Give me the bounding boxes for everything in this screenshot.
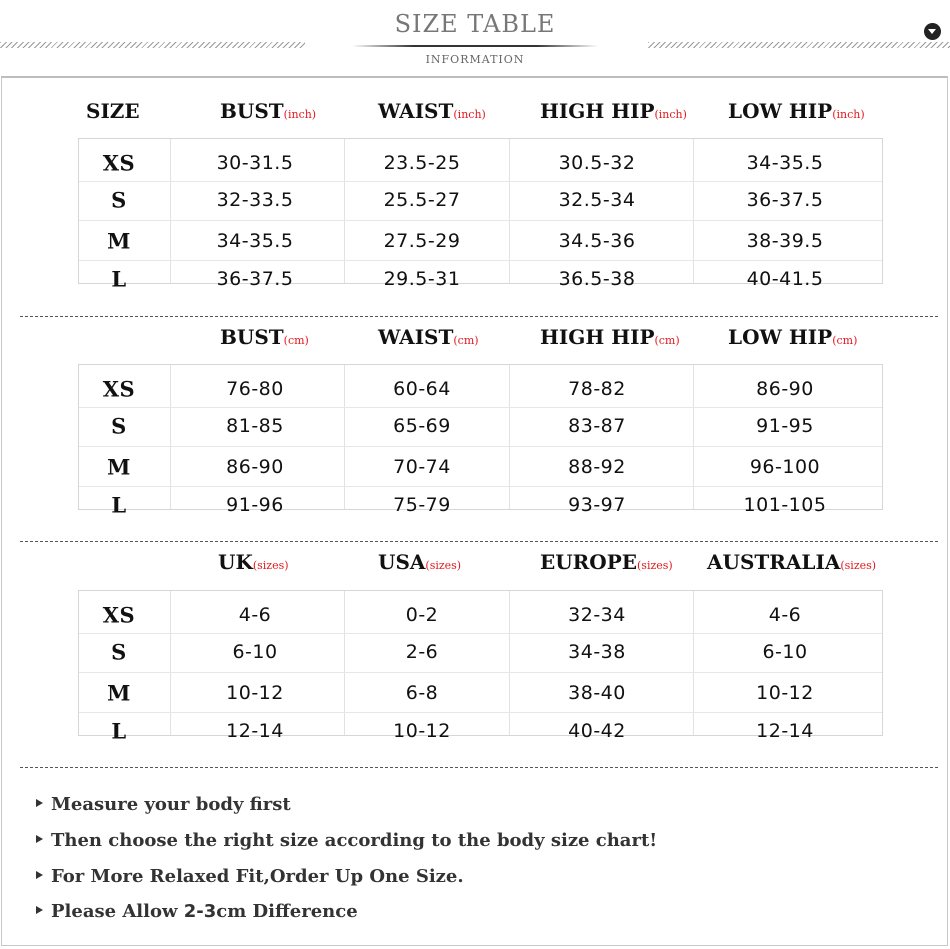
- header-high-hip: HIGH HIP(cm): [540, 325, 680, 349]
- table-cell: 91-95: [756, 415, 814, 437]
- table-cell: 25.5-27: [383, 189, 461, 211]
- intl-size-table: [78, 590, 883, 744]
- table-cell: 81-85: [226, 415, 284, 437]
- table-cell: 27.5-29: [383, 230, 461, 252]
- page-title: SIZE TABLE: [394, 10, 556, 38]
- header-low-hip: LOW HIP(inch): [728, 99, 865, 123]
- table-cell: 36-37.5: [216, 268, 294, 290]
- table-cell: 78-82: [568, 378, 626, 400]
- cm-size-table: [78, 364, 883, 518]
- table-cell: 93-97: [568, 494, 626, 516]
- header-australia: AUSTRALIA(sizes): [707, 550, 877, 574]
- column-divider: [344, 591, 345, 735]
- column-divider: [344, 139, 345, 283]
- row-divider: [79, 260, 882, 261]
- table-cell: 10-12: [393, 720, 451, 742]
- note-item: For More Relaxed Fit,Order Up One Size.: [36, 866, 464, 892]
- decorative-hatch-left: [0, 42, 305, 48]
- table-cell: 23.5-25: [383, 152, 461, 174]
- table-cell: 30-31.5: [216, 152, 294, 174]
- table-cell: 38-40: [568, 682, 626, 704]
- dashed-divider: [20, 316, 938, 317]
- table-cell: 10-12: [756, 682, 814, 704]
- table-cell: 36.5-38: [558, 268, 636, 290]
- row-divider: [79, 712, 882, 713]
- table-cell: 30.5-32: [558, 152, 636, 174]
- column-divider: [509, 365, 510, 509]
- column-divider: [693, 591, 694, 735]
- size-label: L: [111, 266, 127, 292]
- header-high-hip: HIGH HIP(inch): [540, 99, 687, 123]
- size-label: M: [107, 680, 131, 706]
- table-cell: 32-33.5: [216, 189, 294, 211]
- row-divider: [79, 407, 882, 408]
- table-cell: 32-34: [568, 604, 626, 626]
- triangle-bullet-icon: [36, 835, 43, 843]
- table-cell: 10-12: [226, 682, 284, 704]
- table-cell: 34-38: [568, 641, 626, 663]
- table-cell: 12-14: [226, 720, 284, 742]
- sizes-table-header-row: [0, 550, 950, 580]
- dashed-divider: [20, 541, 938, 542]
- table-cell: 96-100: [749, 456, 821, 478]
- triangle-bullet-icon: [36, 906, 43, 914]
- size-label: M: [107, 228, 131, 254]
- table-cell: 6-10: [762, 641, 808, 663]
- size-label: L: [111, 492, 127, 518]
- table-cell: 4-6: [768, 604, 802, 626]
- table-cell: 40-41.5: [746, 268, 824, 290]
- size-label: XS: [102, 150, 136, 176]
- size-label: S: [111, 639, 127, 665]
- table-cell: 36-37.5: [746, 189, 824, 211]
- table-cell: 86-90: [226, 456, 284, 478]
- table-cell: 34-35.5: [746, 152, 824, 174]
- header-uk: UK(sizes): [218, 550, 289, 574]
- table-cell: 88-92: [568, 456, 626, 478]
- table-cell: 32.5-34: [558, 189, 636, 211]
- table-cell: 76-80: [226, 378, 284, 400]
- column-divider: [344, 365, 345, 509]
- header-low-hip: LOW HIP(cm): [728, 325, 858, 349]
- table-cell: 29.5-31: [383, 268, 461, 290]
- header-bust: BUST(cm): [220, 325, 309, 349]
- cm-table-header-row: [0, 325, 950, 355]
- table-cell: 91-96: [226, 494, 284, 516]
- column-divider: [693, 139, 694, 283]
- row-divider: [79, 220, 882, 221]
- table-cell: 40-42: [568, 720, 626, 742]
- inch-size-table: [78, 138, 883, 292]
- table-cell: 2-6: [405, 641, 439, 663]
- chevron-down-circle-icon[interactable]: [924, 23, 941, 40]
- row-divider: [79, 486, 882, 487]
- note-item: Please Allow 2-3cm Difference: [36, 901, 358, 927]
- header-bust: BUST(inch): [220, 99, 317, 123]
- table-cell: 75-79: [393, 494, 451, 516]
- triangle-bullet-icon: [36, 871, 43, 879]
- table-cell: 34-35.5: [216, 230, 294, 252]
- title-underline: [352, 45, 598, 47]
- page-subtitle: INFORMATION: [425, 53, 525, 66]
- table-cell: 83-87: [568, 415, 626, 437]
- row-divider: [79, 672, 882, 673]
- size-label: S: [111, 187, 127, 213]
- table-cell: 70-74: [393, 456, 451, 478]
- row-divider: [79, 633, 882, 634]
- size-label: XS: [102, 602, 136, 628]
- size-label: S: [111, 413, 127, 439]
- row-divider: [79, 446, 882, 447]
- header-size: SIZE: [86, 99, 140, 123]
- table-cell: 38-39.5: [746, 230, 824, 252]
- table-cell: 34.5-36: [558, 230, 636, 252]
- column-divider: [509, 139, 510, 283]
- table-cell: 60-64: [393, 378, 451, 400]
- table-cell: 101-105: [743, 494, 827, 516]
- inch-table-header-row: [0, 99, 950, 129]
- column-divider: [170, 591, 171, 735]
- header-waist: WAIST(cm): [378, 325, 479, 349]
- note-item: Measure your body first: [36, 794, 291, 820]
- table-cell: 65-69: [393, 415, 451, 437]
- size-label: M: [107, 454, 131, 480]
- decorative-hatch-right: [648, 42, 950, 48]
- size-label: L: [111, 718, 127, 744]
- column-divider: [170, 365, 171, 509]
- column-divider: [170, 139, 171, 283]
- triangle-bullet-icon: [36, 799, 43, 807]
- table-cell: 6-8: [405, 682, 439, 704]
- table-cell: 4-6: [238, 604, 272, 626]
- table-cell: 86-90: [756, 378, 814, 400]
- header-europe: EUROPE(sizes): [540, 550, 673, 574]
- size-table-header: [0, 0, 950, 76]
- table-cell: 6-10: [232, 641, 278, 663]
- header-usa: USA(sizes): [378, 550, 462, 574]
- size-label: XS: [102, 376, 136, 402]
- column-divider: [509, 591, 510, 735]
- column-divider: [693, 365, 694, 509]
- table-cell: 12-14: [756, 720, 814, 742]
- row-divider: [79, 181, 882, 182]
- dashed-divider: [20, 767, 938, 768]
- table-cell: 0-2: [405, 604, 439, 626]
- header-waist: WAIST(inch): [378, 99, 486, 123]
- note-item: Then choose the right size according to the body size chart!: [36, 830, 657, 856]
